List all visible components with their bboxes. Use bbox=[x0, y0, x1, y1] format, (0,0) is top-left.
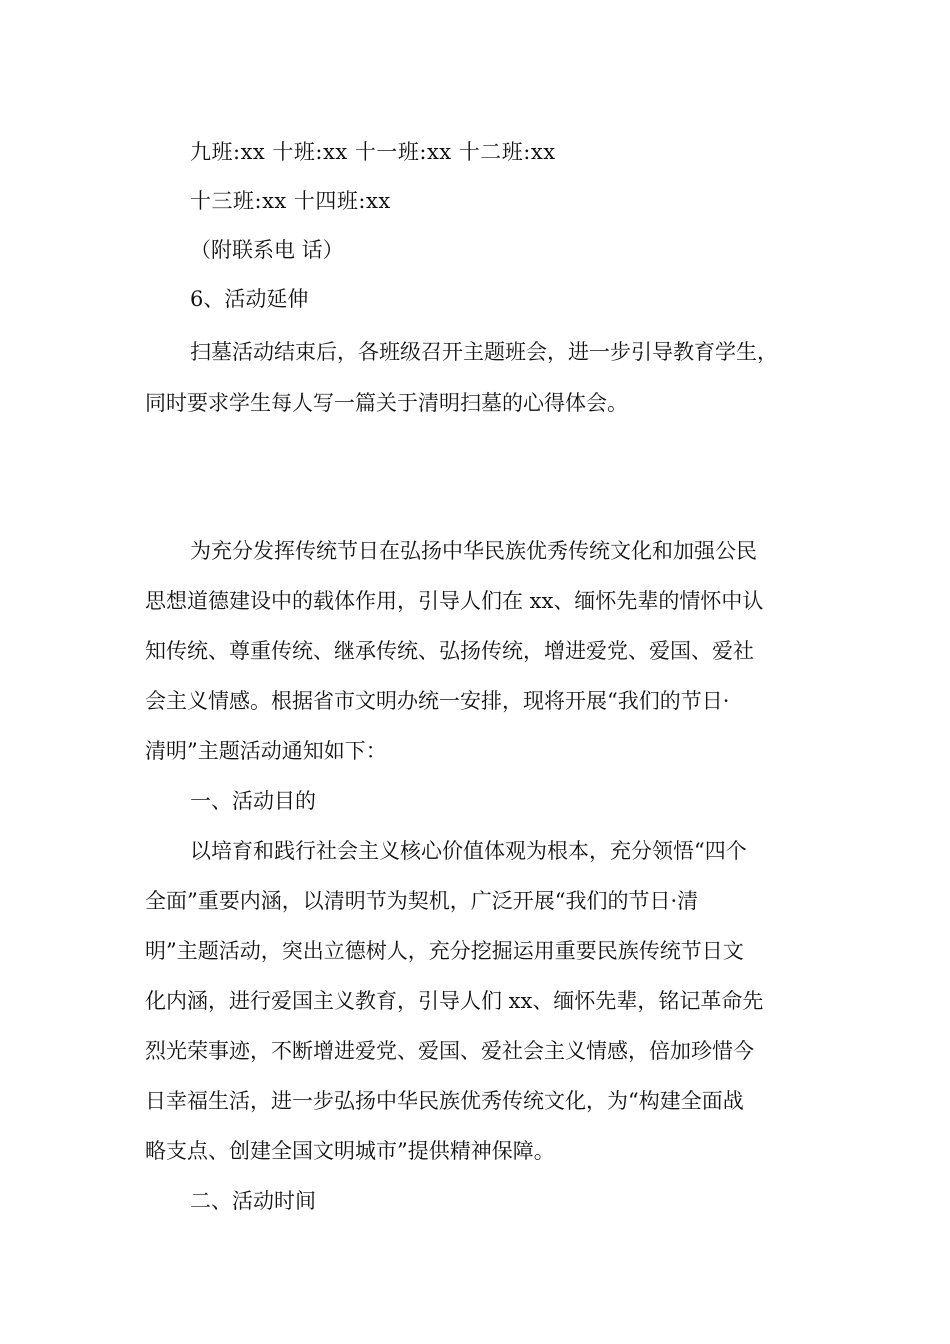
intro-paragraph-line: 思想道德建设中的载体作用，引导人们在 xx、缅怀先辈的情怀中认 bbox=[145, 589, 764, 613]
extension-paragraph-line: 扫墓活动结束后，各班级召开主题班会，进一步引导教育学生， bbox=[190, 340, 778, 364]
purpose-paragraph-line: 以培育和践行社会主义核心价值体观为根本，充分领悟“四个 bbox=[190, 839, 747, 863]
class-contact-line-2: 十三班:xx 十四班:xx bbox=[190, 189, 391, 213]
purpose-paragraph-line: 略支点、创建全国文明城市”提供精神保障。 bbox=[145, 1139, 555, 1163]
purpose-paragraph-line: 化内涵，进行爱国主义教育，引导人们 xx、缅怀先辈，铭记革命先 bbox=[145, 989, 764, 1013]
extension-paragraph-line: 同时要求学生每人写一篇关于清明扫墓的心得体会。 bbox=[145, 391, 628, 415]
intro-paragraph-line: 清明”主题活动通知如下： bbox=[145, 739, 387, 763]
purpose-paragraph-line: 明”主题活动，突出立德树人，充分挖掘运用重要民族传统节日文 bbox=[145, 939, 744, 963]
purpose-paragraph-line: 烈光荣事迹，不断增进爱党、爱国、爱社会主义情感，倍加珍惜今 bbox=[145, 1039, 754, 1063]
intro-paragraph-line: 为充分发挥传统节日在弘扬中华民族优秀传统文化和加强公民 bbox=[190, 539, 757, 563]
contact-note: （附联系电 话） bbox=[190, 238, 344, 262]
intro-paragraph-line: 知传统、尊重传统、继承传统、弘扬传统，增进爱党、爱国、爱社 bbox=[145, 639, 754, 663]
class-contact-line-1: 九班:xx 十班:xx 十一班:xx 十二班:xx bbox=[190, 140, 556, 164]
extension-heading: 6、活动延伸 bbox=[190, 287, 309, 311]
purpose-paragraph-line: 全面”重要内涵，以清明节为契机，广泛开展“我们的节日·清 bbox=[145, 889, 699, 913]
section-heading-purpose: 一、活动目的 bbox=[190, 789, 316, 813]
intro-paragraph-line: 会主义情感。根据省市文明办统一安排，现将开展“我们的节日· bbox=[145, 689, 730, 713]
purpose-paragraph-line: 日幸福生活，进一步弘扬中华民族优秀传统文化，为“构建全面战 bbox=[145, 1089, 744, 1113]
section-heading-time: 二、活动时间 bbox=[190, 1189, 316, 1213]
